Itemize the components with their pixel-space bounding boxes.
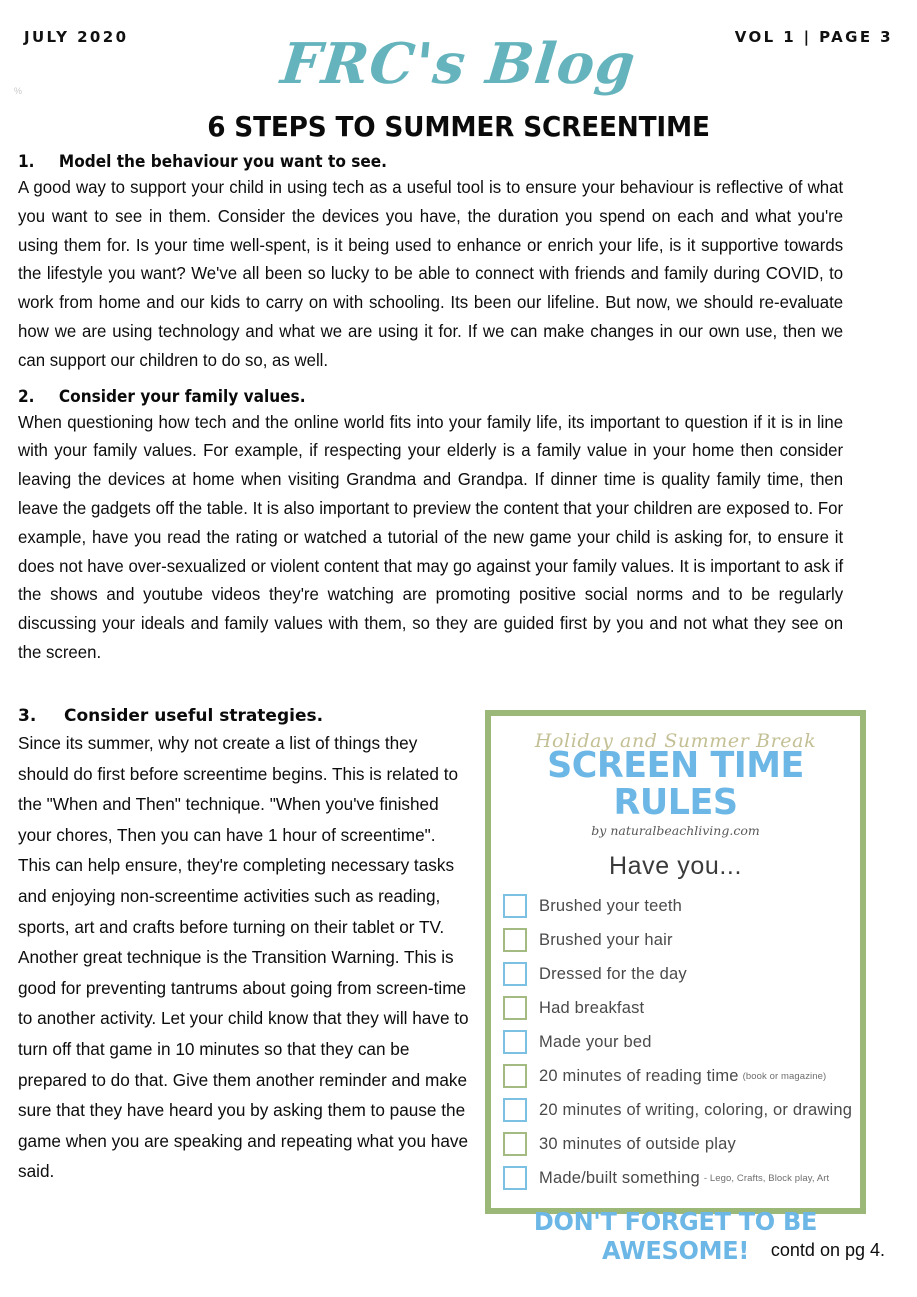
checkbox-icon[interactable] xyxy=(503,962,527,986)
list-item-label: 30 minutes of outside play xyxy=(539,1134,736,1153)
poster-footer-banner: DON'T FORGET TO BE AWESOME! xyxy=(533,1207,818,1266)
step-3-number: 3. xyxy=(18,706,37,726)
list-item[interactable] xyxy=(503,991,850,1025)
step-1-heading xyxy=(18,152,822,171)
list-item-label: Dressed for the day xyxy=(539,964,687,983)
blog-title: FRC's Blog xyxy=(277,31,640,97)
checkbox-icon[interactable] xyxy=(503,1132,527,1156)
checkbox-icon[interactable] xyxy=(503,996,527,1020)
list-item[interactable] xyxy=(503,889,850,923)
poster-main-title: SCREEN TIME RULES xyxy=(547,745,804,823)
checkbox-icon[interactable] xyxy=(503,928,527,952)
list-item[interactable] xyxy=(503,1025,850,1059)
list-item-label: Made your bed xyxy=(539,1032,652,1051)
step-3-column xyxy=(18,706,470,1191)
step-2-number: 2. xyxy=(18,386,35,406)
volume-page-label: VOL 1 | PAGE 3 xyxy=(734,28,893,46)
list-item-label: Made/built something xyxy=(539,1168,700,1187)
list-item-label: 20 minutes of writing, coloring, or drawing xyxy=(539,1100,853,1119)
list-item-note: - Lego, Crafts, Block play, Art xyxy=(703,1172,830,1184)
step-3-heading xyxy=(18,706,470,726)
step-1-title: Model the behaviour you want to see. xyxy=(58,152,387,171)
article-title: 6 STEPS TO SUMMER SCREENTIME xyxy=(207,110,710,143)
list-item[interactable] xyxy=(503,1059,850,1093)
issue-date: JULY 2020 xyxy=(24,28,129,46)
list-item[interactable] xyxy=(503,957,850,991)
article-body xyxy=(18,152,882,671)
poster-script-line: Holiday and Summer Break xyxy=(534,730,817,752)
checkbox-icon[interactable] xyxy=(503,1064,527,1088)
poster-credit: by naturalbeachliving.com xyxy=(591,823,760,839)
step-1-paragraph: A good way to support your child in using tech as a useful tool is to ensure your behaviour is reflective of what you want to see in them. Consider the devices you have, the duration you spend on each and what you're using them for. Is your time well-spent, is it being used to enhance or enrich your life, is it supportive towards the lifestyle you want? We've all been so lucky to be able to connect with friends and family during COVID, to work from home and our kids to carry on with schooling. Its been our lifeline. But now, we should re-evaluate how we are using technology and what we are using it for. If we can make changes in our own use, then we can support our children to do so, as well. xyxy=(18,177,844,370)
step-3-paragraph: Since its summer, why not create a list of things they should do first before screentime begins. This is related to the "When and Then" technique. "When you've finished your chores, Then you can have 1 hour of screentime". This can help ensure, they're completing necessary tasks and enjoying non-screentime activities such as reading, sports, art and crafts before turning on their tablet or TV. Another great technique is the Transition Warning. This is good for preventing tantrums about going from screen-time to another activity. Let your child know that they will have to turn off that game in 10 minutes so that they can be prepared to do that. Give them another reminder and make sure that they have heard you by asking them to pause the game when you are speaking and repeating what you have said. xyxy=(18,733,469,1182)
list-item[interactable] xyxy=(503,1093,853,1127)
checkbox-icon[interactable] xyxy=(503,1166,527,1190)
checkbox-icon[interactable] xyxy=(503,1098,527,1122)
step-2-heading xyxy=(18,387,822,406)
faint-watermark: % xyxy=(14,86,23,96)
poster-prompt: Have you... xyxy=(608,852,743,881)
checkbox-icon[interactable] xyxy=(503,894,527,918)
list-item[interactable] xyxy=(503,1127,850,1161)
list-item-note: (book or magazine) xyxy=(742,1070,827,1082)
poster-checklist xyxy=(491,889,860,1195)
step-2-paragraph: When questioning how tech and the online world fits into your family life, its important to question if it is in line with your family values. For example, if respecting your elderly is a family value in your home then consider leaving the devices at home when visiting Grandma and Grandpa. If dinner time is quality family time, then leave the gadgets off the table. It is also important to preview the content that your children are exposed to. For example, have you read the rating or watched a tutorial of the new game your child is asking for, to ensure it does not have over-sexualized or violent content that may go against your family values. It is important to ask if the shows and youtube videos they're watching are promoting positive social norms and to be regularly discussing your ideals and family values with them, so they are guided first by you and not what they see on the screen. xyxy=(18,411,844,662)
list-item-label: Had breakfast xyxy=(539,998,645,1017)
step-2-title: Consider your family values. xyxy=(58,386,306,406)
step-3-title: Consider useful strategies. xyxy=(64,706,324,726)
list-item[interactable] xyxy=(503,1161,850,1195)
list-item-label: Brushed your hair xyxy=(539,930,673,949)
step-1-number: 1. xyxy=(18,152,35,171)
list-item[interactable] xyxy=(503,923,850,957)
list-item-label: Brushed your teeth xyxy=(539,896,683,915)
checkbox-icon[interactable] xyxy=(503,1030,527,1054)
continued-note: contd on pg 4. xyxy=(770,1240,885,1260)
list-item-label: 20 minutes of reading time xyxy=(539,1066,739,1085)
